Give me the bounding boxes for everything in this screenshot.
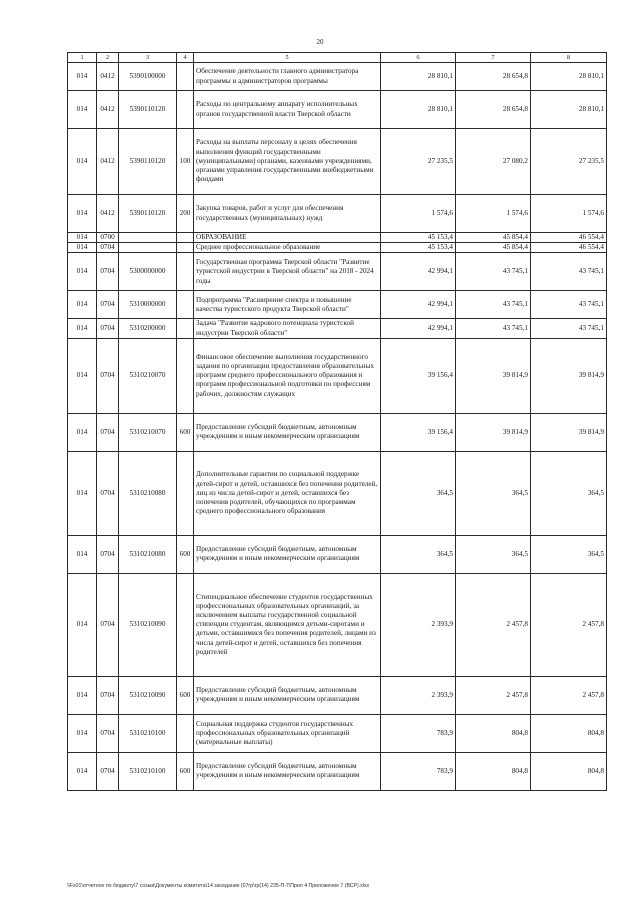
amount-col8-cell: 43 745,1 — [531, 319, 607, 338]
expense-type-cell: 600 — [177, 676, 194, 714]
section-code-cell: 0704 — [97, 451, 119, 535]
table-row — [68, 413, 607, 451]
target-article-cell: 5390100000 — [119, 63, 177, 91]
description-cell: Подпрограмма "Расширение спектра и повышение качества туристского продукта Тверской области" — [194, 291, 381, 319]
section-code-cell: 0704 — [97, 319, 119, 338]
column-header: 8 — [531, 53, 607, 63]
amount-col6-cell: 364,5 — [381, 451, 456, 535]
column-header: 6 — [381, 53, 456, 63]
section-code-cell: 0704 — [97, 535, 119, 573]
column-header: 5 — [194, 53, 381, 63]
amount-col7-cell: 2 457,8 — [456, 573, 531, 676]
table-row — [68, 752, 607, 790]
amount-col8-cell: 364,5 — [531, 451, 607, 535]
page-number: 20 — [316, 38, 324, 46]
target-article-cell: 5310200000 — [119, 319, 177, 338]
expense-type-cell — [177, 451, 194, 535]
expense-type-cell: 200 — [177, 195, 194, 233]
description-cell: Среднее профессиональное образование — [194, 243, 381, 253]
ministry-code-cell: 014 — [68, 752, 97, 790]
section-code-cell: 0704 — [97, 573, 119, 676]
expense-type-cell — [177, 714, 194, 752]
description-cell: Финансовое обеспечение выполнения государственного задания по организации предоставления образовательных программ среднего профессионального образования и программ профессиональной подготовки по профессиям рабочих, должностям служащих — [194, 338, 381, 413]
table-row — [68, 129, 607, 195]
amount-col8-cell: 39 814,9 — [531, 338, 607, 413]
table-row — [68, 233, 607, 243]
amount-col7-cell: 28 654,8 — [456, 91, 531, 129]
amount-col8-cell: 2 457,8 — [531, 573, 607, 676]
amount-col8-cell: 43 745,1 — [531, 253, 607, 291]
description-cell: Расходы на выплаты персоналу в целях обеспечения выполнения функций государственными (муниципальными) органами, казенными учреждениями, органами управления государственными внебюджетными фондами — [194, 129, 381, 195]
expense-type-cell — [177, 319, 194, 338]
amount-col7-cell: 364,5 — [456, 535, 531, 573]
section-code-cell: 0412 — [97, 195, 119, 233]
ministry-code-cell: 014 — [68, 253, 97, 291]
column-header: 7 — [456, 53, 531, 63]
target-article-cell: 5390110120 — [119, 195, 177, 233]
amount-col7-cell: 39 814,9 — [456, 413, 531, 451]
amount-col7-cell: 43 745,1 — [456, 319, 531, 338]
expense-type-cell — [177, 63, 194, 91]
table-row — [68, 573, 607, 676]
table-row — [68, 253, 607, 291]
amount-col7-cell: 804,8 — [456, 752, 531, 790]
section-code-cell: 0700 — [97, 233, 119, 243]
amount-col7-cell: 27 080,2 — [456, 129, 531, 195]
description-cell: Предоставление субсидий бюджетным, автономным учреждениям и иным некоммерческим организациям — [194, 676, 381, 714]
ministry-code-cell: 014 — [68, 413, 97, 451]
table-row — [68, 319, 607, 338]
description-cell: Предоставление субсидий бюджетным, автономным учреждениям и иным некоммерческим организациям — [194, 752, 381, 790]
target-article-cell: 5310000000 — [119, 291, 177, 319]
target-article-cell: 5300000000 — [119, 253, 177, 291]
expense-type-cell — [177, 573, 194, 676]
column-header: 1 — [68, 53, 97, 63]
amount-col7-cell: 39 814,9 — [456, 338, 531, 413]
ministry-code-cell: 014 — [68, 195, 97, 233]
table-row — [68, 91, 607, 129]
target-article-cell: 5310210080 — [119, 535, 177, 573]
ministry-code-cell: 014 — [68, 243, 97, 253]
table-row — [68, 338, 607, 413]
section-code-cell: 0704 — [97, 714, 119, 752]
expense-type-cell: 600 — [177, 535, 194, 573]
table-row — [68, 291, 607, 319]
ministry-code-cell: 014 — [68, 338, 97, 413]
amount-col6-cell: 42 994,1 — [381, 291, 456, 319]
description-cell: Предоставление субсидий бюджетным, автономным учреждениям и иным некоммерческим организациям — [194, 413, 381, 451]
amount-col7-cell: 43 745,1 — [456, 291, 531, 319]
amount-col8-cell: 39 814,9 — [531, 413, 607, 451]
amount-col6-cell: 1 574,6 — [381, 195, 456, 233]
description-cell: Дополнительные гарантии по социальной поддержке детей-сирот и детей, оставшихся без попечения родителей, лиц из числа детей-сирот и детей, оставшихся без попечения родителей, обучающихся по программам среднего профессионального образования — [194, 451, 381, 535]
budget-table — [67, 52, 607, 791]
amount-col6-cell: 45 153,4 — [381, 233, 456, 243]
section-code-cell: 0412 — [97, 63, 119, 91]
amount-col6-cell: 783,9 — [381, 714, 456, 752]
amount-col7-cell: 45 854,4 — [456, 243, 531, 253]
target-article-cell: 5390110120 — [119, 129, 177, 195]
ministry-code-cell: 014 — [68, 451, 97, 535]
section-code-cell: 0412 — [97, 129, 119, 195]
amount-col6-cell: 2 393,9 — [381, 573, 456, 676]
amount-col6-cell: 42 994,1 — [381, 253, 456, 291]
amount-col8-cell: 46 554,4 — [531, 233, 607, 243]
amount-col7-cell: 2 457,8 — [456, 676, 531, 714]
target-article-cell: 5310210100 — [119, 714, 177, 752]
section-code-cell: 0412 — [97, 91, 119, 129]
amount-col8-cell: 28 810,1 — [531, 91, 607, 129]
target-article-cell: 5310210100 — [119, 752, 177, 790]
target-article-cell: 5310210080 — [119, 451, 177, 535]
expense-type-cell: 100 — [177, 129, 194, 195]
expense-type-cell — [177, 338, 194, 413]
target-article-cell: 5310210070 — [119, 338, 177, 413]
section-code-cell: 0704 — [97, 338, 119, 413]
description-cell: Социальная поддержка студентов государственных профессиональных образовательных организаций (материальные выплаты) — [194, 714, 381, 752]
amount-col7-cell: 804,8 — [456, 714, 531, 752]
column-header: 4 — [177, 53, 194, 63]
amount-col6-cell: 45 153,4 — [381, 243, 456, 253]
amount-col8-cell: 2 457,8 — [531, 676, 607, 714]
description-cell: Государственная программа Тверской области "Развитие туристской индустрии в Тверской области" на 2018 - 2024 годы — [194, 253, 381, 291]
amount-col7-cell: 1 574,6 — [456, 195, 531, 233]
ministry-code-cell: 014 — [68, 63, 97, 91]
column-header: 3 — [119, 53, 177, 63]
table-row — [68, 195, 607, 233]
description-cell: Закупка товаров, работ и услуг для обеспечения государственных (муниципальных) нужд — [194, 195, 381, 233]
description-cell: ОБРАЗОВАНИЕ — [194, 233, 381, 243]
target-article-cell: 5390110120 — [119, 91, 177, 129]
expense-type-cell: 600 — [177, 752, 194, 790]
amount-col8-cell: 1 574,6 — [531, 195, 607, 233]
column-header: 2 — [97, 53, 119, 63]
table-row — [68, 451, 607, 535]
table-row — [68, 535, 607, 573]
amount-col6-cell: 39 156,4 — [381, 338, 456, 413]
amount-col6-cell: 2 393,9 — [381, 676, 456, 714]
target-article-cell: 5310210070 — [119, 413, 177, 451]
ministry-code-cell: 014 — [68, 291, 97, 319]
amount-col8-cell: 27 235,5 — [531, 129, 607, 195]
table-row — [68, 676, 607, 714]
amount-col8-cell: 804,8 — [531, 714, 607, 752]
section-code-cell: 0704 — [97, 413, 119, 451]
amount-col7-cell: 364,5 — [456, 451, 531, 535]
table-row — [68, 714, 607, 752]
expense-type-cell — [177, 233, 194, 243]
amount-col6-cell: 42 994,1 — [381, 319, 456, 338]
description-cell: Обеспечение деятельности главного администратора программы и администраторов программы — [194, 63, 381, 91]
amount-col7-cell: 28 654,8 — [456, 63, 531, 91]
target-article-cell — [119, 233, 177, 243]
section-code-cell: 0704 — [97, 253, 119, 291]
amount-col6-cell: 28 810,1 — [381, 91, 456, 129]
amount-col6-cell: 39 156,4 — [381, 413, 456, 451]
column-number-header-row — [68, 53, 607, 63]
section-code-cell: 0704 — [97, 291, 119, 319]
expense-type-cell — [177, 253, 194, 291]
ministry-code-cell: 014 — [68, 573, 97, 676]
ministry-code-cell: 014 — [68, 91, 97, 129]
amount-col6-cell: 27 235,5 — [381, 129, 456, 195]
amount-col7-cell: 43 745,1 — [456, 253, 531, 291]
description-cell: Предоставление субсидий бюджетным, автономным учреждениям и иным некоммерческим организациям — [194, 535, 381, 573]
amount-col8-cell: 28 810,1 — [531, 63, 607, 91]
ministry-code-cell: 014 — [68, 714, 97, 752]
table-row — [68, 63, 607, 91]
section-code-cell: 0704 — [97, 243, 119, 253]
amount-col8-cell: 46 554,4 — [531, 243, 607, 253]
ministry-code-cell: 014 — [68, 233, 97, 243]
expense-type-cell — [177, 291, 194, 319]
ministry-code-cell: 014 — [68, 129, 97, 195]
amount-col7-cell: 45 854,4 — [456, 233, 531, 243]
target-article-cell: 5310210090 — [119, 573, 177, 676]
amount-col6-cell: 28 810,1 — [381, 63, 456, 91]
description-cell: Расходы по центральному аппарату исполнительных органов государственной власти Тверской области — [194, 91, 381, 129]
amount-col8-cell: 804,8 — [531, 752, 607, 790]
section-code-cell: 0704 — [97, 752, 119, 790]
expense-type-cell: 600 — [177, 413, 194, 451]
ministry-code-cell: 014 — [68, 535, 97, 573]
expense-type-cell — [177, 91, 194, 129]
amount-col8-cell: 43 745,1 — [531, 291, 607, 319]
target-article-cell — [119, 243, 177, 253]
file-path-footer: \\Fs01\отчетное по бюджету\7 созыв\Документы комитета\14 заседание (07гр\гр(14) 235-П-7\Прил 4 Приложение 7 (ВСР).xlsx — [67, 883, 370, 889]
ministry-code-cell: 014 — [68, 676, 97, 714]
table-row — [68, 243, 607, 253]
description-cell: Стипендиальное обеспечение студентов государственных профессиональных образовательных организаций, за исключением выплаты государственной социальной стипендии студентам, являющимся детьми-сиротами и детьми, оставшимися без попечения родителей, лицами из числа детей-сирот и детей, оставшихся без попечения родителей — [194, 573, 381, 676]
amount-col6-cell: 364,5 — [381, 535, 456, 573]
expense-type-cell — [177, 243, 194, 253]
section-code-cell: 0704 — [97, 676, 119, 714]
ministry-code-cell: 014 — [68, 319, 97, 338]
amount-col8-cell: 364,5 — [531, 535, 607, 573]
description-cell: Задача "Развитие кадрового потенциала туристской индустрии Тверской области" — [194, 319, 381, 338]
amount-col6-cell: 783,9 — [381, 752, 456, 790]
target-article-cell: 5310210090 — [119, 676, 177, 714]
